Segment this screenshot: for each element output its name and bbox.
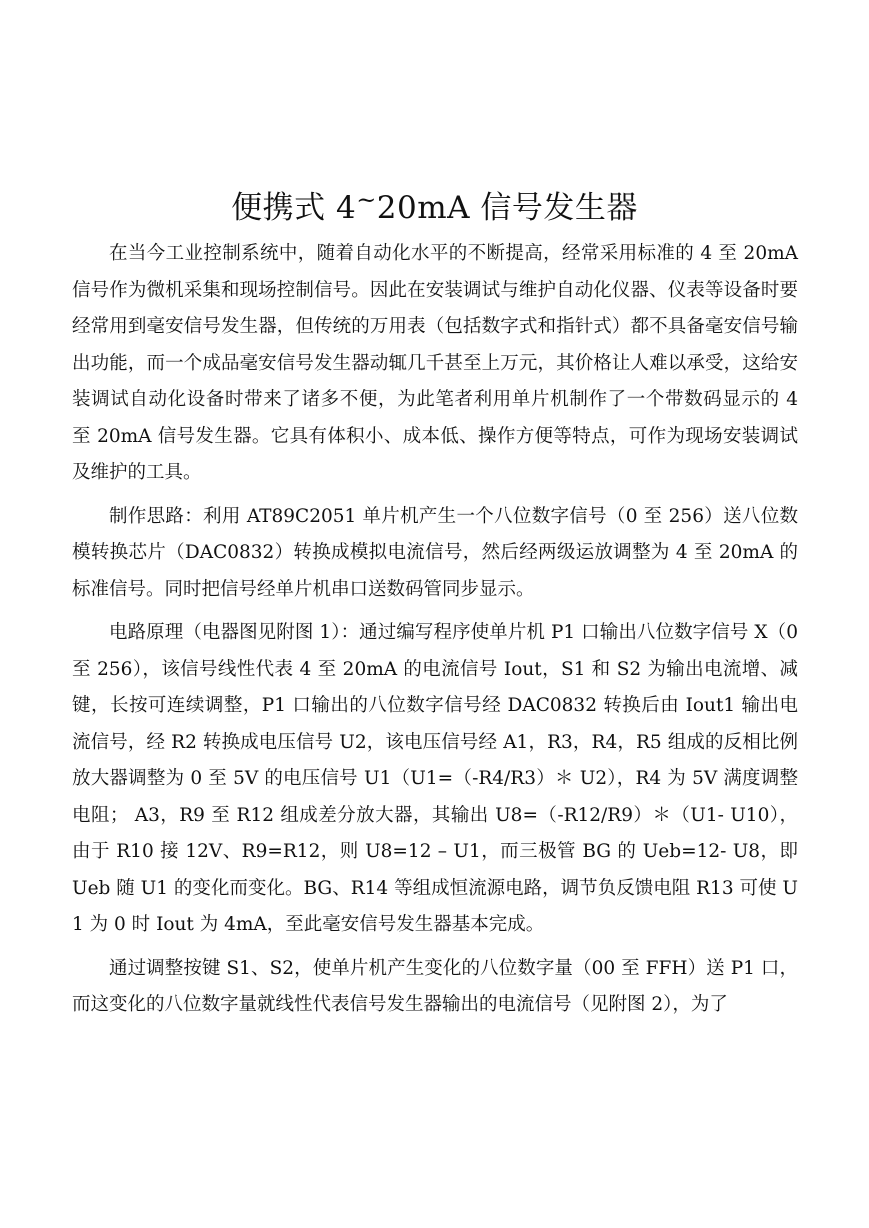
paragraph-intro: 在当今工业控制系统中，随着自动化水平的不断提高，经常采用标准的 4 至 20mA 信号作为微机采集和现场控制信号。因此在安装调试与维护自动化仪器、仪表等设备时要经常用到毫安信号发生器，但传统的万用表（包括数字式和指针式）都不具备毫安信号输出功能，而一个成品毫安信号发生器动辄几千甚至上万元，其价格让人难以承受，这给安装调试自动化设备时带来了诸多不便，为此笔者利用单片机制作了一个带数码显示的 4 至 20mA 信号发生器。它具有体积小、成本低、操作方便等特点，可作为现场安装调试及维护的工具。 — [72, 243, 798, 483]
paragraph-circuit-principle: 电路原理（电器图见附图 1）：通过编写程序使单片机 P1 口输出八位数字信号 X（0 至 256），该信号线性代表 4 至 20mA 的电流信号 Iout，S1 和 S2 为输出电流增、减键，长按可连续调整，P1 口输出的八位数字信号经 DAC0832 转换后由 Iout1 输出电流信号，经 R2 转换成电压信号 U2，该电压信号经 A1，R3，R4，R5 组成的反相比例放大器调整为 0 至 5V 的电压信号 U1（U1=（-R4/R3）＊ U2），R4 为 5V 满度调整电阻； A3，R9 至 R12 组成差分放大器，其输出 U8=（-R12/R9）＊（U1- U10），由于 R10 接 12V、R9=R12，则 U8=12 – U1，而三极管 BG 的 Ueb=12- U8，即 Ueb 随 U1 的变化而变化。BG、R14 等组成恒流源电路，调节负反馈电阻 R13 可使 U1 为 0 时 Iout 为 4mA，至此毫安信号发生器基本完成。 — [72, 622, 798, 935]
title-prefix: 便携式 4 — [231, 190, 357, 226]
title-suffix: 20mA 信号发生器 — [376, 190, 638, 226]
body-text — [72, 236, 798, 1024]
paragraph-design-idea: 制作思路：利用 AT89C2051 单片机产生一个八位数字信号（0 至 256）送八位数模转换芯片（DAC0832）转换成模拟电流信号，然后经两级运放调整为 4 至 20mA 的标准信号。同时把信号经单片机串口送数码管同步显示。 — [72, 505, 798, 600]
paragraph-adjustment: 通过调整按键 S1、S2，使单片机产生变化的八位数字量（00 至 FFH）送 P1 口，而这变化的八位数字量就线性代表信号发生器输出的电流信号（见附图 2），为了 — [72, 957, 798, 1015]
title-tilde: ~ — [356, 186, 377, 214]
document-title — [0, 186, 869, 232]
